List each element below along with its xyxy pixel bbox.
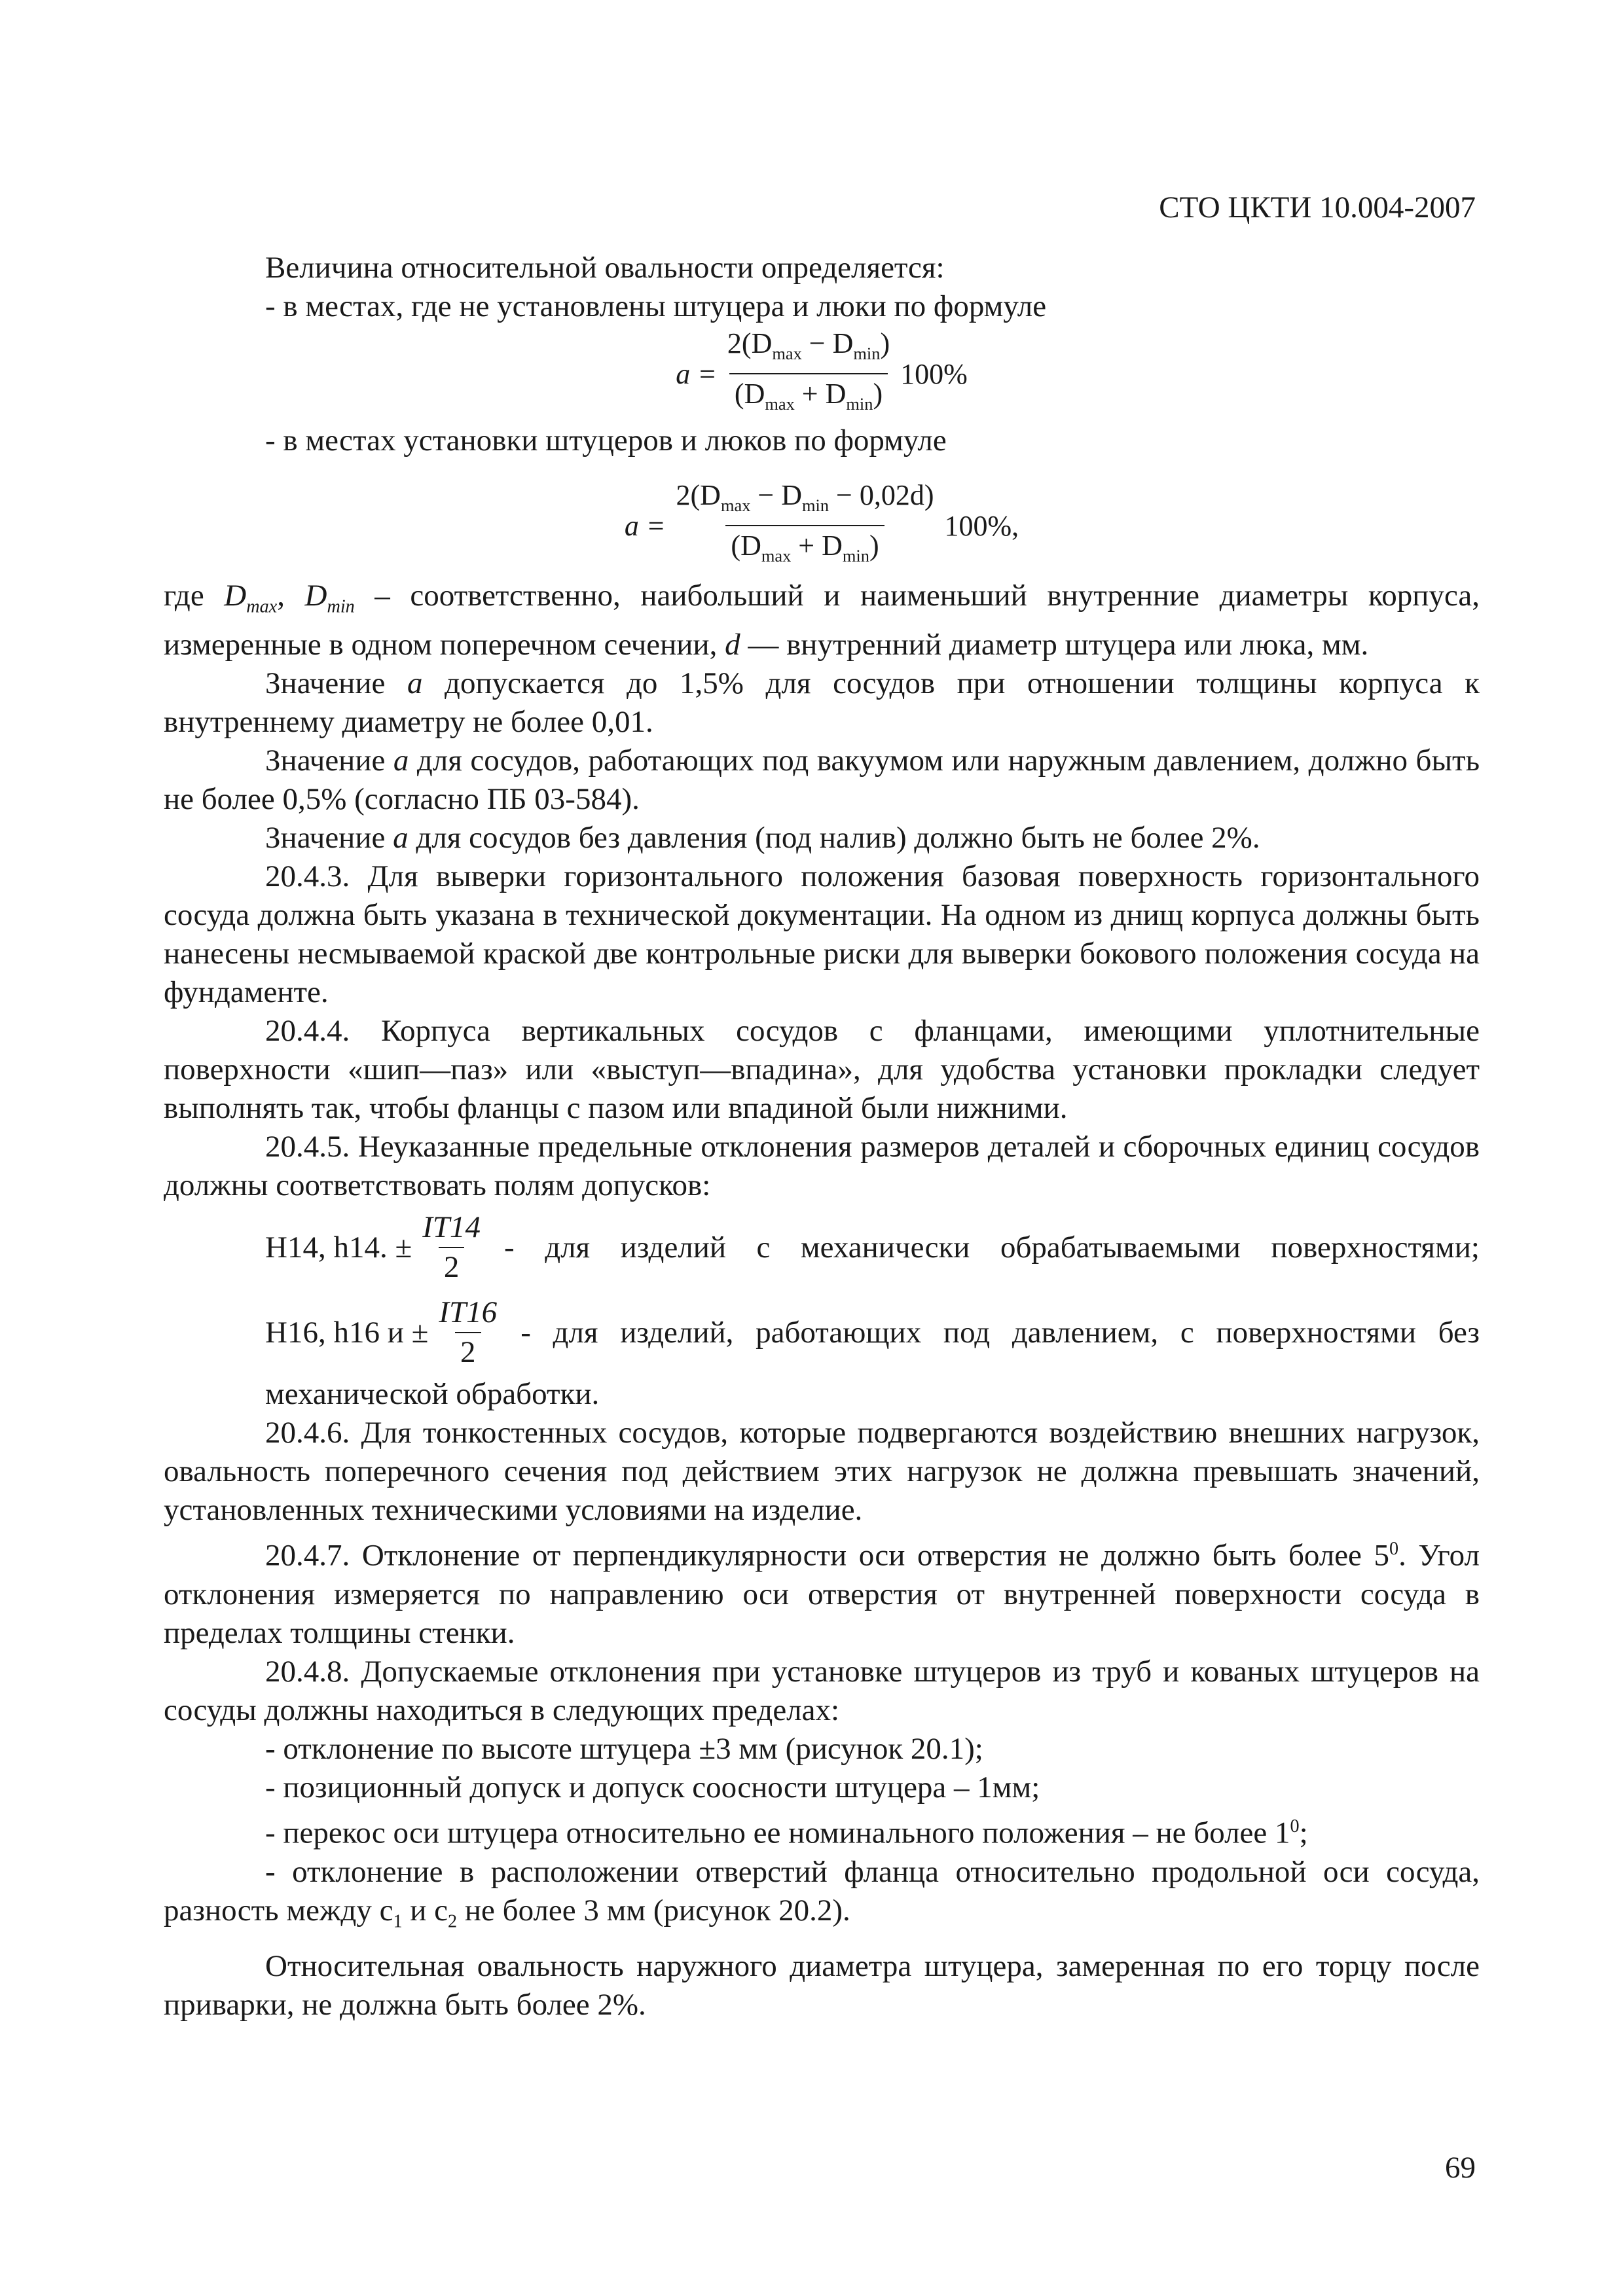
list-item-skew: - перекос оси штуцера относительно ее номинального положения – не более $1^0$; (265, 1816, 1308, 1850)
paragraph-a-value-1: Значение a допускается до 1,5% для сосудов при отношении толщины корпуса к внутреннему диаметру не более 0,01. (164, 666, 1480, 740)
tolerance-continuation: механической обработки. (265, 1377, 600, 1412)
tolerance-line-h14 (164, 1205, 1480, 1290)
tolerance-numerator: IT16 (439, 1295, 498, 1330)
tolerance-description: - для изделий с механически обрабатываемыми поверхностями; (504, 1230, 1480, 1265)
formula-fraction (722, 324, 895, 423)
tolerance-line-h16 (164, 1290, 1480, 1375)
tolerance-denominator: 2 (455, 1332, 481, 1372)
intro-paragraph: Величина относительной овальности определяется: (265, 251, 945, 285)
page-number: 69 (1445, 2151, 1476, 2185)
formula-lhs: a = (676, 357, 717, 390)
tolerance-denominator: 2 (439, 1247, 465, 1287)
list-item-position: - позиционный допуск и допуск соосности штуцера – 1мм; (265, 1770, 1040, 1805)
tolerance-prefix: Н14, h14. ± (265, 1230, 412, 1265)
tolerance-numerator: IT14 (422, 1210, 481, 1245)
formula-numerator: $2(D_{max} - D_{min} - 0,02d)$ (676, 479, 934, 515)
ovality-formula-2 (164, 480, 1480, 571)
paragraph-20-4-6: 20.4.6. Для тонкостенных сосудов, которые подвергаются воздействию внешних нагрузок, овальность поперечного сечения под действием этих нагрузок не должна превышать значений, установленных техническими условиями на изделие. (164, 1416, 1480, 1528)
paragraph-20-4-4: 20.4.4. Корпуса вертикальных сосудов с фланцами, имеющими уплотнительные поверхности «шип—паз» или «выступ—впадина», для удобства установки прокладки следует выполнять так, чтобы фланцы с пазом или впадиной были нижними. (164, 1014, 1480, 1126)
ovality-formula-1 (164, 327, 1480, 416)
formula-lhs: a = (624, 509, 666, 542)
formula-denominator: $(D_{max} + D_{min})$ (725, 525, 884, 575)
paragraph-20-4-3: 20.4.3. Для выверки горизонтального положения базовая поверхность горизонтального сосуда должна быть указана в технической документации. На одном из днищ корпуса должны быть нанесены несмываемой краской две контрольные риски для выверки бокового положения сосуда на фундаменте. (164, 859, 1480, 1010)
tolerance-prefix: Н16, h16 и ± (265, 1315, 429, 1350)
list-item-no-fittings: - в местах, где не установлены штуцера и люки по формуле (265, 289, 1047, 323)
formula-tail: 100%, (944, 509, 1019, 542)
list-item-height: - отклонение по высоте штуцера ±3 мм (рисунок 20.1); (265, 1732, 983, 1767)
document-code-header: СТО ЦКТИ 10.004-2007 (1159, 190, 1476, 224)
paragraph-a-value-2: Значение a для сосудов, работающих под вакуумом или наружным давлением, должно быть не более 0,5% (согласно ПБ 03-584). (164, 744, 1480, 817)
formula-fraction (671, 476, 939, 575)
where-paragraph: где $D_{max}$, $D_{min}$ – соответственно, наибольший и наименьший внутренние диаметры корпуса, измеренные в одном поперечном сечении, d — внутренний диаметр штуцера или люка, мм. (164, 579, 1480, 662)
formula-denominator: $(D_{max} + D_{min})$ (729, 373, 888, 423)
document-body (164, 249, 1480, 2024)
tolerance-description: - для изделий, работающих под давлением, с поверхностями без (520, 1315, 1480, 1350)
tolerance-fraction (417, 1208, 486, 1287)
list-item-with-fittings: - в местах установки штуцеров и люков по формуле (265, 423, 947, 457)
formula-numerator: $2(D_{max} - D_{min})$ (727, 327, 890, 363)
formula-tail: 100% (900, 357, 968, 390)
paragraph-20-4-8: 20.4.8. Допускаемые отклонения при установке штуцеров из труб и кованых штуцеров на сосуды должны находиться в следующих пределах: (164, 1655, 1480, 1728)
final-paragraph: Относительная овальность наружного диаметра штуцера, замеренная по его торцу после приварки, не должна быть более 2%. (164, 1949, 1480, 2022)
list-item-flange: - отклонение в расположении отверстий фланца относительно продольной оси сосуда, разность между $с_1$ и $с_2$ не более 3 мм (рисунок 20.2). (164, 1854, 1480, 1932)
paragraph-a-value-3: Значение a для сосудов без давления (под налив) должно быть не более 2%. (265, 821, 1260, 855)
paragraph-20-4-5: 20.4.5. Неуказанные предельные отклонения размеров деталей и сборочных единиц сосудов должны соответствовать полям допусков: (164, 1130, 1480, 1203)
tolerance-fraction (433, 1293, 502, 1372)
paragraph-20-4-7: 20.4.7. Отклонение от перпендикулярности оси отверстия не должно быть более $5^0$. Угол отклонения измеряется по направлению оси отверстия от внутренней поверхности сосуда в пределах толщины стенки. (164, 1539, 1480, 1651)
